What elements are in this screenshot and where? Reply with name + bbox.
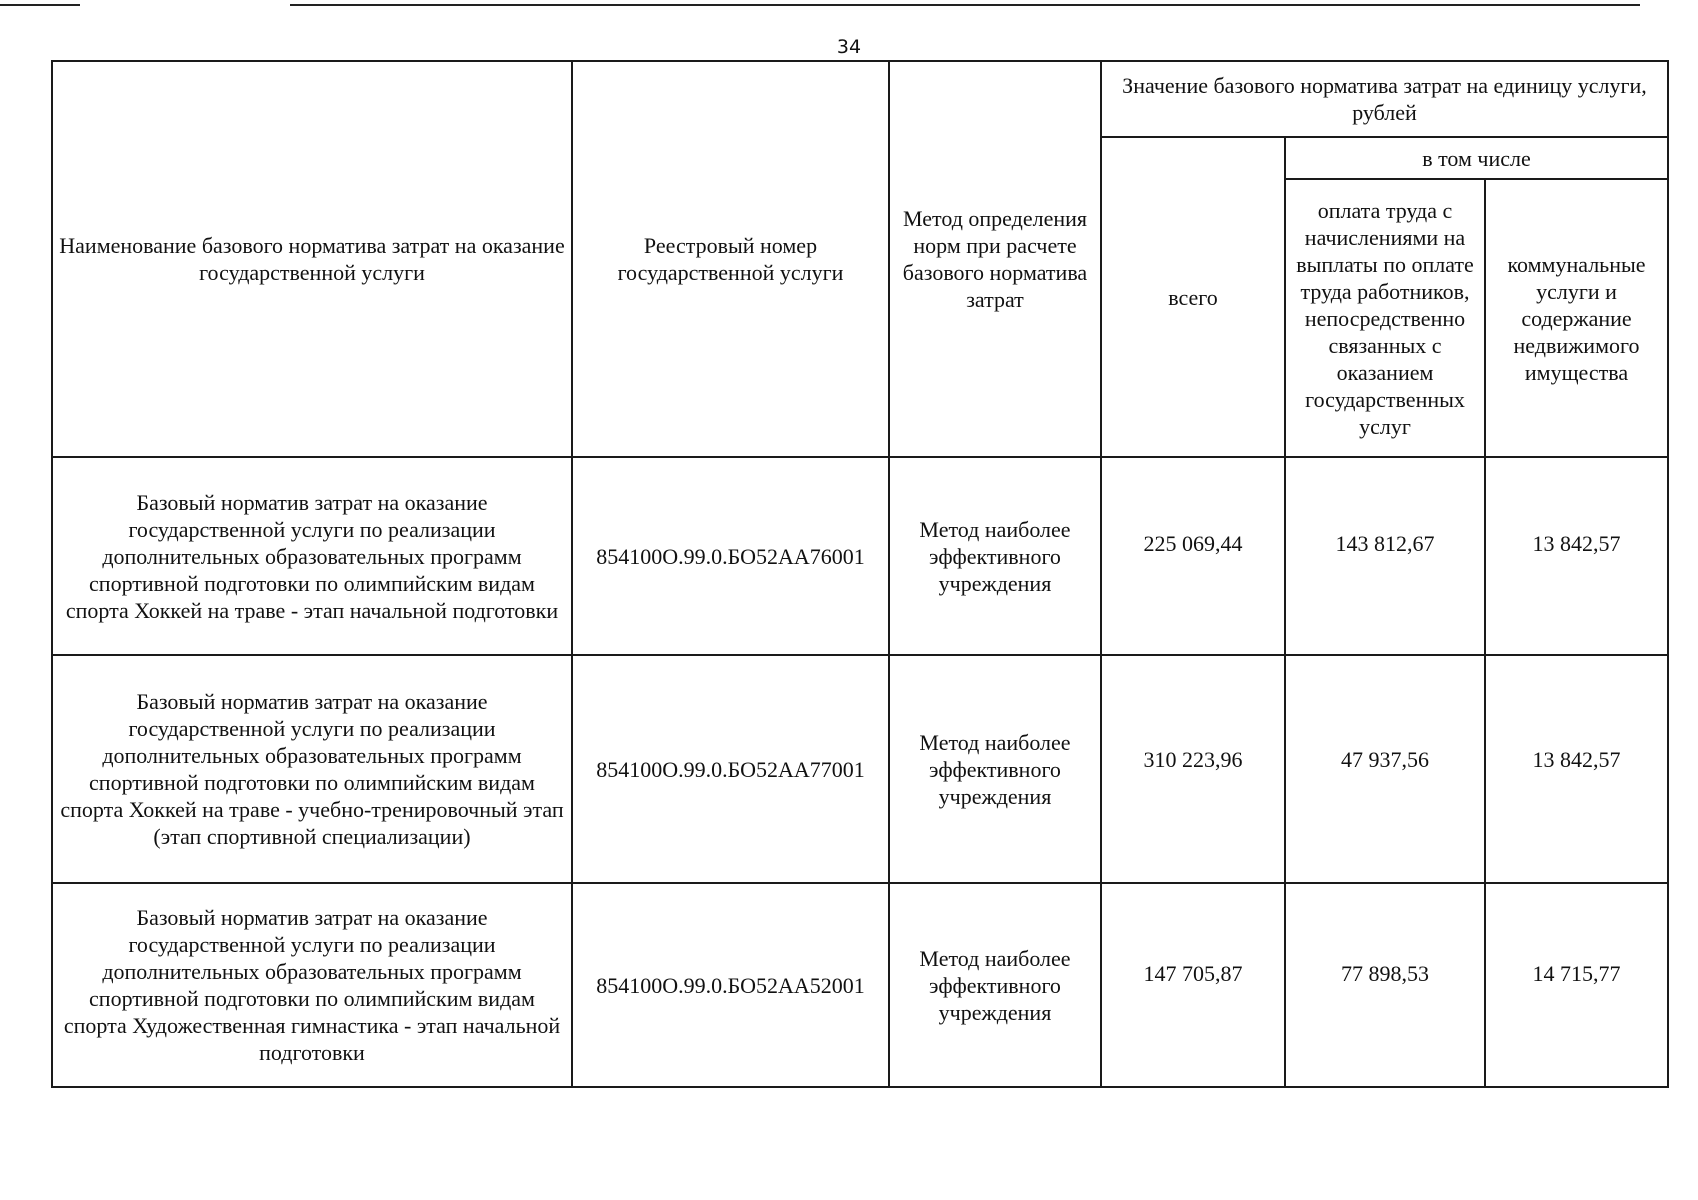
header-including-cell	[1285, 137, 1668, 179]
row-labor-cell	[1285, 655, 1485, 883]
row-registry: 854100О.99.0.БО52АА77001	[596, 756, 865, 782]
row-labor: 77 898,53	[1341, 961, 1429, 986]
header-labor-cell	[1285, 179, 1485, 457]
header-utilities-label: коммунальные услуги и содержание недвижимого имущества	[1507, 251, 1646, 385]
row-registry-cell	[572, 457, 889, 655]
row-utilities-cell	[1485, 883, 1668, 1087]
row-total: 310 223,96	[1143, 747, 1243, 772]
table-row	[52, 457, 1668, 655]
row-registry: 854100О.99.0.БО52АА76001	[596, 543, 865, 569]
row-method-cell	[889, 883, 1101, 1087]
row-method: Метод наиболее эффективного учреждения	[919, 945, 1071, 1025]
row-utilities: 14 715,77	[1532, 961, 1621, 986]
row-method: Метод наиболее эффективного учреждения	[919, 516, 1071, 596]
header-name-cell	[52, 61, 572, 457]
row-total-cell	[1101, 655, 1285, 883]
header-utilities-cell	[1485, 179, 1668, 457]
header-value-group-label: Значение базового норматива затрат на единицу услуги, рублей	[1122, 73, 1647, 125]
row-utilities-cell	[1485, 655, 1668, 883]
row-name: Базовый норматив затрат на оказание государственной услуги по реализации дополнительных образовательных программ спортивной подготовки по олимпийским видам спорта Хоккей на траве - этап начальной подготовки	[65, 489, 559, 623]
row-name-cell	[52, 457, 572, 655]
row-labor-cell	[1285, 883, 1485, 1087]
norms-table	[51, 60, 1669, 1088]
row-method-cell	[889, 655, 1101, 883]
header-method-cell	[889, 61, 1101, 457]
row-name: Базовый норматив затрат на оказание государственной услуги по реализации дополнительных образовательных программ спортивной подготовки по олимпийским видам спорта Хоккей на траве - учебно-тренировочный этап (этап спортивной специализации)	[60, 689, 564, 849]
row-name: Базовый норматив затрат на оказание государственной услуги по реализации дополнительных образовательных программ спортивной подготовки по олимпийским видам спорта Художественная гимнастика - этап начальной подготовки	[63, 905, 561, 1065]
header-including-label: в том числе	[1422, 145, 1531, 171]
row-name-cell	[52, 655, 572, 883]
row-total-cell	[1101, 457, 1285, 655]
header-registry-cell	[572, 61, 889, 457]
row-total: 225 069,44	[1143, 531, 1243, 556]
row-registry: 854100О.99.0.БО52АА52001	[596, 972, 865, 998]
header-row	[52, 61, 1668, 137]
header-total-cell	[1101, 137, 1285, 457]
row-labor: 47 937,56	[1341, 747, 1429, 772]
page-number: 34	[836, 36, 862, 58]
header-total-label: всего	[1168, 284, 1218, 310]
row-utilities-cell	[1485, 457, 1668, 655]
header-registry-label: Реестровый номер государственной услуги	[617, 233, 844, 285]
header-value-group-cell	[1101, 61, 1668, 137]
header-name-label: Наименование базового норматива затрат на оказание государственной услуги	[59, 233, 565, 285]
top-rule-left	[0, 4, 80, 6]
row-name-cell	[52, 883, 572, 1087]
header-method-label: Метод определения норм при расчете базового норматива затрат	[902, 206, 1088, 312]
header-labor-label: оплата труда с начислениями на выплаты по оплате труда работников, непосредственно связанных с оказанием государственных услуг	[1296, 197, 1474, 439]
row-total: 147 705,87	[1143, 961, 1243, 986]
row-utilities: 13 842,57	[1532, 747, 1621, 772]
row-method-cell	[889, 457, 1101, 655]
row-labor: 143 812,67	[1335, 531, 1435, 556]
row-total-cell	[1101, 883, 1285, 1087]
row-method: Метод наиболее эффективного учреждения	[919, 729, 1071, 809]
row-utilities: 13 842,57	[1532, 531, 1621, 556]
table-row	[52, 883, 1668, 1087]
row-registry-cell	[572, 655, 889, 883]
row-labor-cell	[1285, 457, 1485, 655]
top-rule-right	[290, 4, 1640, 6]
row-registry-cell	[572, 883, 889, 1087]
table-row	[52, 655, 1668, 883]
